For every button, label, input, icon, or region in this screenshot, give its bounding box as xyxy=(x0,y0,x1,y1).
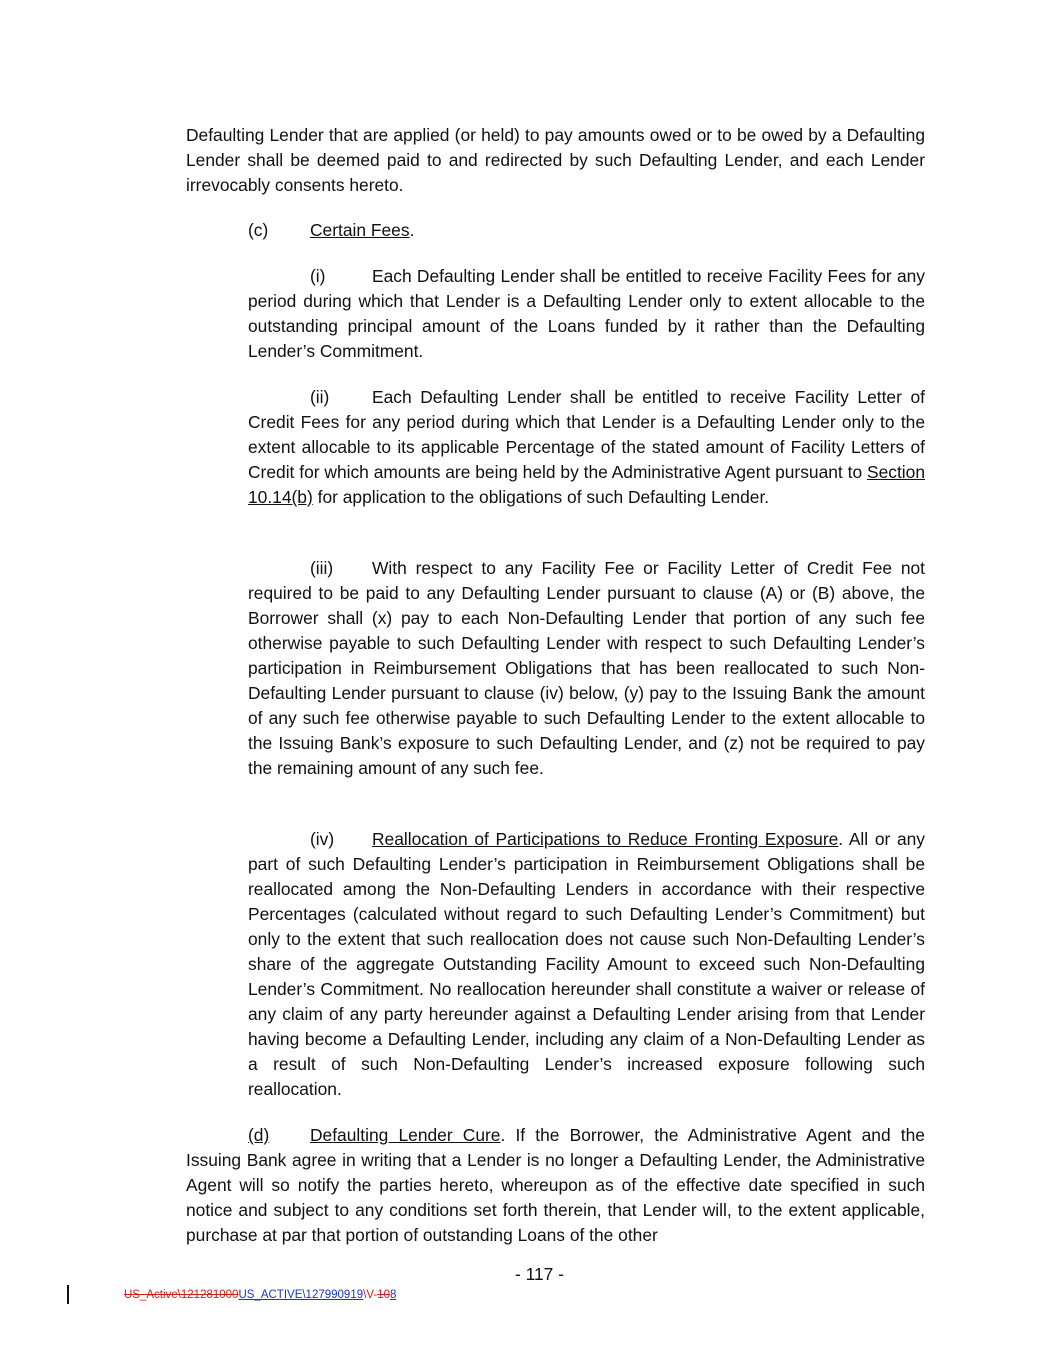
clause-number-iii: (iii) xyxy=(310,558,334,578)
paragraph-ii-text-b: for application to the obligations of such Defaulting Lender. xyxy=(312,487,770,507)
revision-change-bar xyxy=(67,1285,69,1304)
clause-number-i: (i) xyxy=(310,266,326,286)
paragraph-i xyxy=(248,264,925,364)
clause-number-ii: (ii) xyxy=(310,387,330,407)
paragraph-d-text: . If the Borrower, the Administrative Agent and the Issuing Bank agree in writing that a Lender is no longer a Defaulting Lender, the Administrative Agent will so notify the parties hereto, whereupon as of the effective date specified in such notice and subject to any conditions set forth therein, that Lender will, to the extent applicable, purchase at par that portion of outstanding Loans of the other xyxy=(186,1125,925,1245)
paragraph-iii xyxy=(248,556,925,781)
paragraph-d xyxy=(186,1123,925,1248)
version-inserted: 8 xyxy=(389,1289,397,1301)
heading-c xyxy=(248,218,414,243)
paragraph-iv-text: . All or any part of such Defaulting Lender’s participation in Reimbursement Obligations shall be reallocated among the Non-Defaulting Lenders in accordance with their respective Percentages (calculated without regard to such Defaulting Lender’s Commitment) but only to the extent that such reallocation does not cause such Non-Defaulting Lender’s share of the aggregate Outstanding Facility Amount to exceed such Non-Defaulting Lender’s Commitment. No reallocation hereunder shall constitute a waiver or release of any claim of any party hereunder against a Defaulting Lender arising from that Lender having become a Defaulting Lender, including any claim of a Non-Defaulting Lender as a result of such Non-Defaulting Lender’s increased exposure following such reallocation. xyxy=(248,829,925,1099)
clause-title-certain-fees: Certain Fees xyxy=(310,220,410,240)
clause-title-reallocation: Reallocation of Participations to Reduce Fronting Exposure xyxy=(372,829,839,849)
version-deleted: 10 xyxy=(377,1289,390,1301)
doc-id-deleted: US_Active\121281000 xyxy=(124,1289,239,1301)
doc-id-separator: \V- xyxy=(363,1289,378,1301)
clause-title-defaulting-lender-cure: Defaulting Lender Cure xyxy=(310,1125,501,1145)
paragraph-ii xyxy=(248,385,925,510)
document-id-footer xyxy=(124,1287,396,1303)
paragraph-ii-text-a: Each Defaulting Lender shall be entitled to receive Facility Letter of Credit Fees for any period during which that Lender is a Defaulting Lender only to the extent allocable to its applicable Percentage of the stated amount of Facility Letters of Credit for which amounts are being held by the Administrative Agent pursuant to xyxy=(248,387,925,482)
clause-number-d: (d) xyxy=(248,1125,270,1145)
doc-id-inserted: US_ACTIVE\127990919 xyxy=(238,1289,364,1301)
clause-number-c: (c) xyxy=(248,220,269,240)
clause-title-period: . xyxy=(409,220,415,240)
page-number: - 117 - xyxy=(515,1264,564,1284)
paragraph-iv xyxy=(248,827,925,1102)
paragraph-i-text: Each Defaulting Lender shall be entitled to receive Facility Fees for any period during which that Lender is a Defaulting Lender only to extent allocable to the outstanding principal amount of the Loans funded by it rather than the Defaulting Lender’s Commitment. xyxy=(248,266,925,361)
paragraph-iii-text: With respect to any Facility Fee or Facility Letter of Credit Fee not required to be paid to any Defaulting Lender pursuant to clause (A) or (B) above, the Borrower shall (x) pay to each Non-Defaulting Lender that portion of any such fee otherwise payable to such Defaulting Lender with respect to such Defaulting Lender’s participation in Reimbursement Obligations that has been reallocated to such Non-Defaulting Lender pursuant to clause (iv) below, (y) pay to the Issuing Bank the amount of any such fee otherwise payable to such Defaulting Lender to the extent allocable to the Issuing Bank’s exposure to such Defaulting Lender, and (z) not be required to pay the remaining amount of any such fee. xyxy=(248,558,925,778)
clause-number-iv: (iv) xyxy=(310,829,335,849)
paragraph-continuation: Defaulting Lender that are applied (or held) to pay amounts owed or to be owed by a Defaulting Lender shall be deemed paid to and redirected by such Defaulting Lender, and each Lender irrevocably consents hereto. xyxy=(186,125,925,195)
section-reference-link: Section 10.14(b) xyxy=(248,462,925,507)
